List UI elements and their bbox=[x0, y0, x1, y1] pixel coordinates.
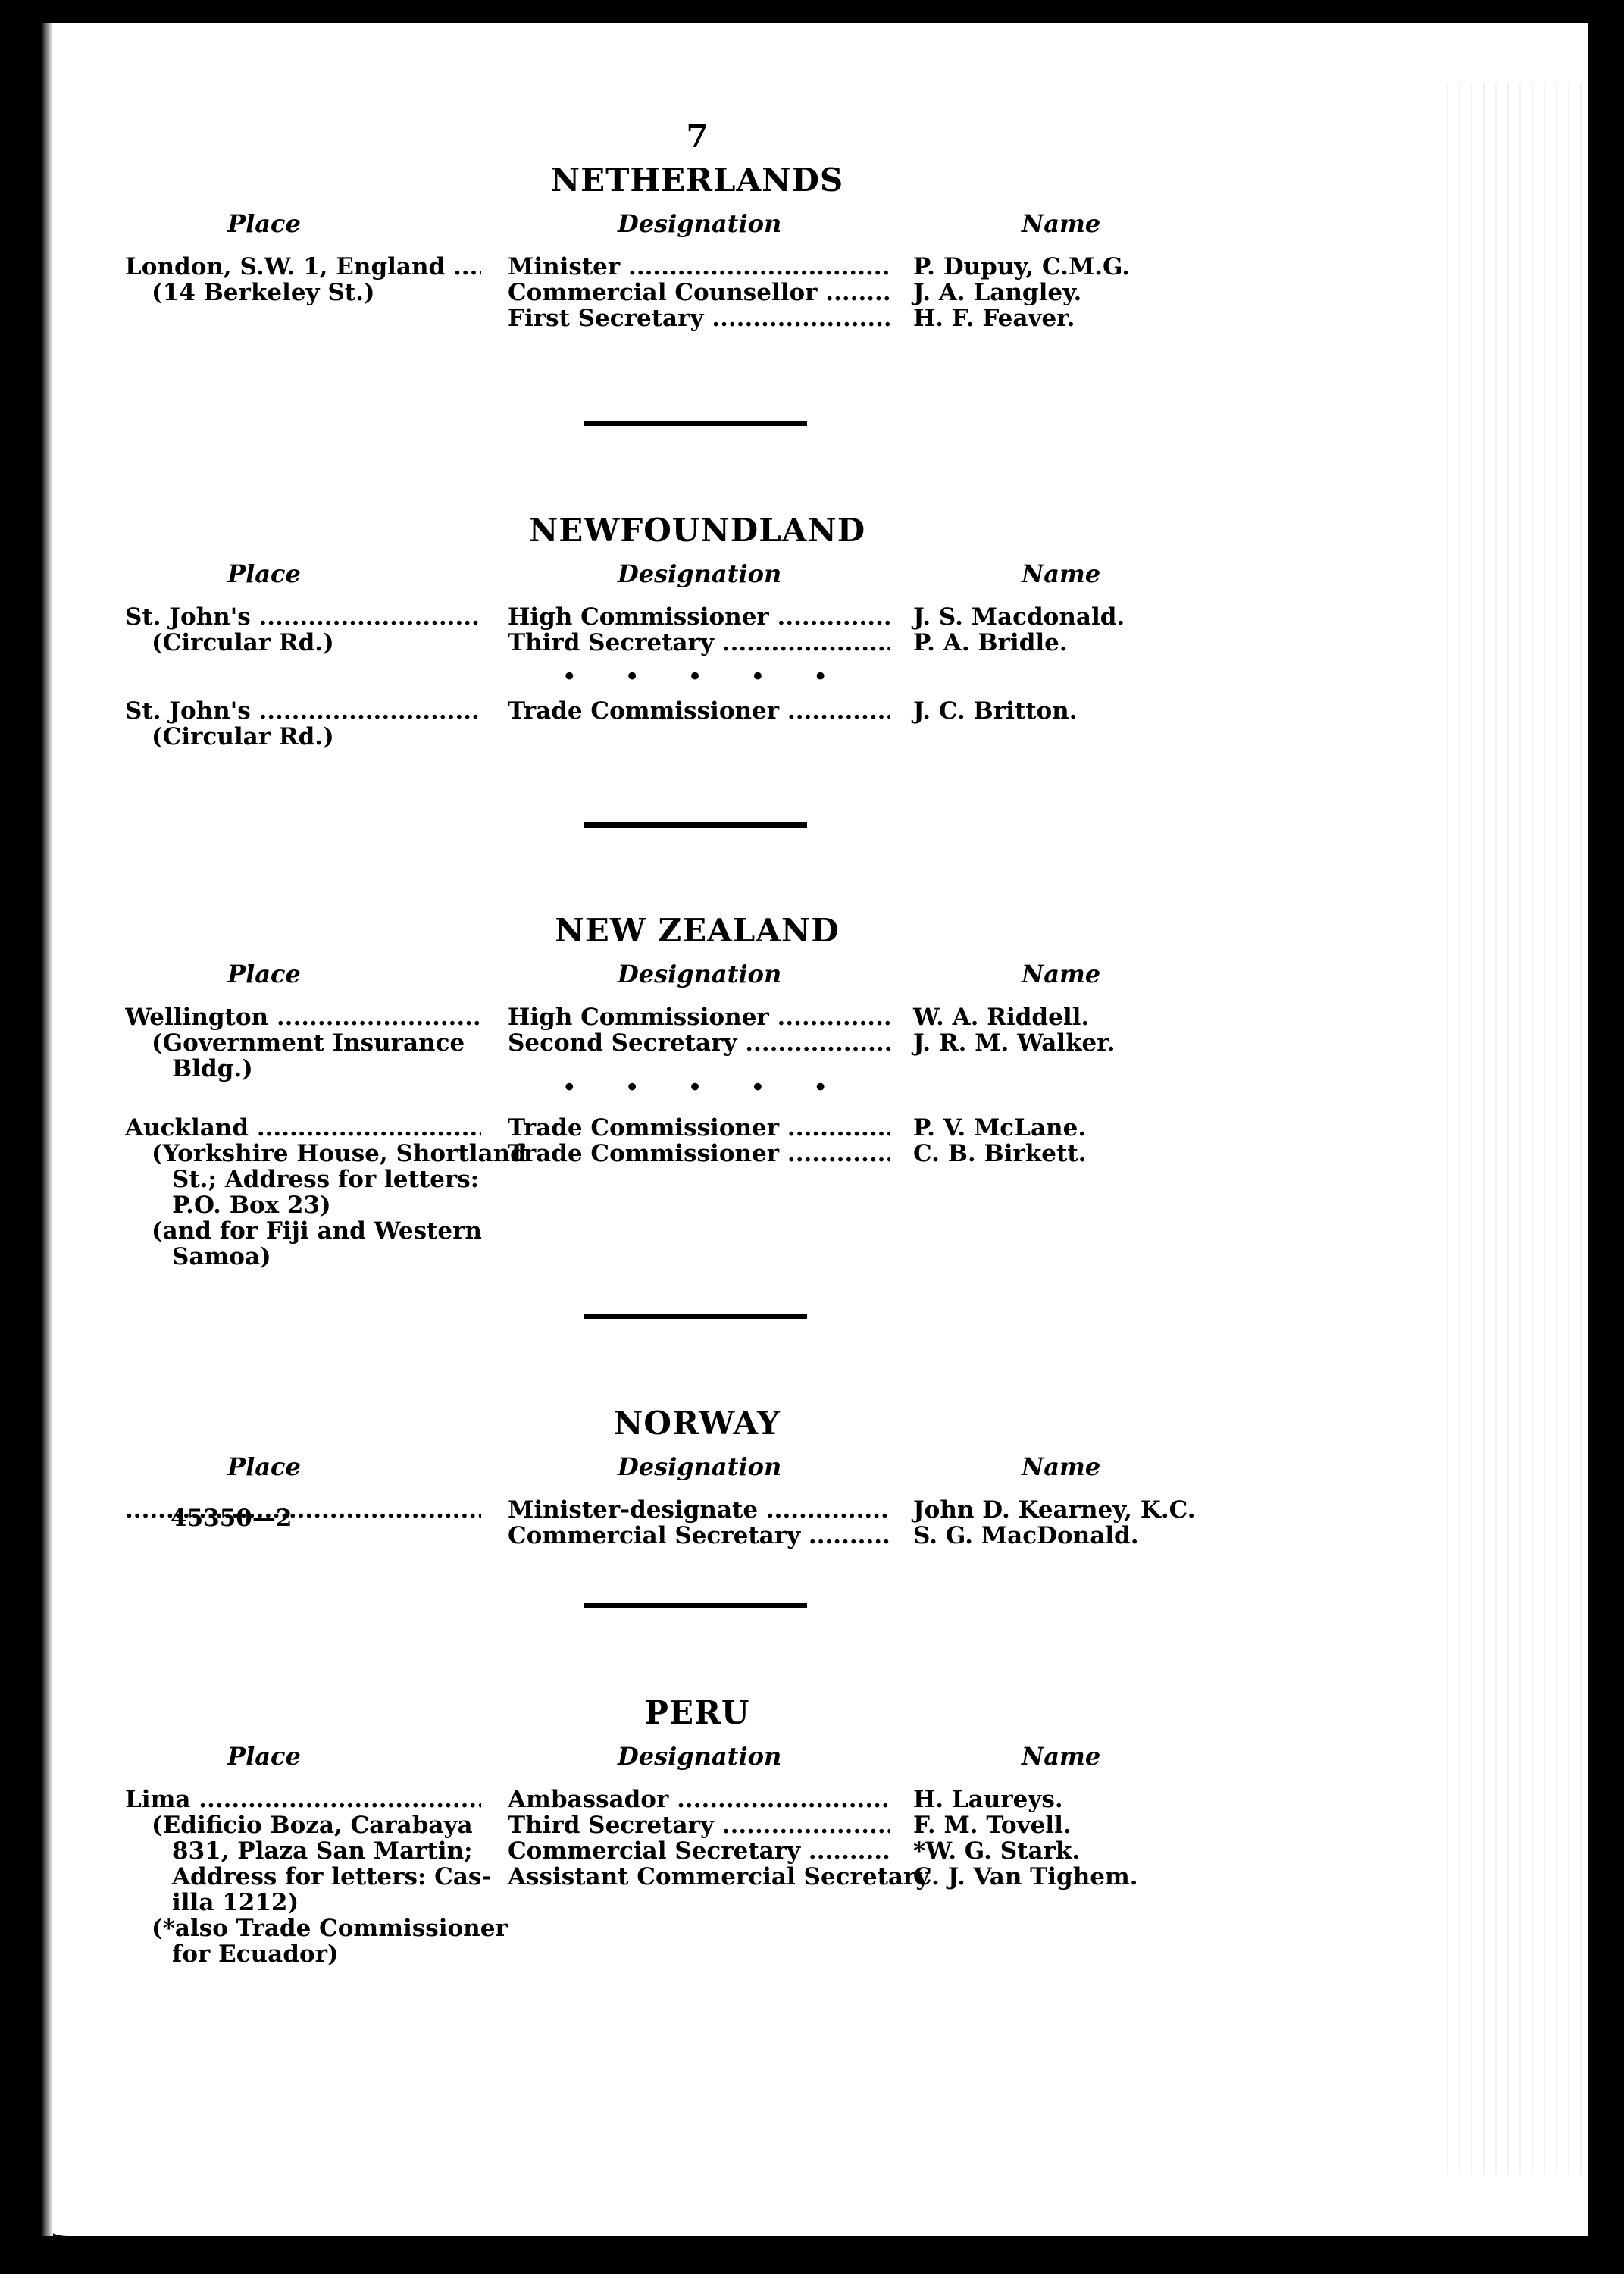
place-cell: St. John's ..... bbox=[125, 698, 481, 724]
header-designation: Designation bbox=[618, 1452, 782, 1481]
name-cell: F. M. Tovell. bbox=[913, 1812, 1072, 1839]
table-row bbox=[23, 254, 1372, 280]
table-row bbox=[23, 724, 1372, 750]
table-row bbox=[23, 1890, 1372, 1915]
section-netherlands bbox=[23, 158, 1372, 331]
designation-cell: Commercial Secretary ..... bbox=[508, 1838, 890, 1864]
designation-cell: Commercial Secretary ..... bbox=[508, 1523, 890, 1549]
name-cell: H. F. Feaver. bbox=[913, 305, 1075, 332]
header-designation: Designation bbox=[618, 559, 782, 588]
name-cell: S. G. MacDonald. bbox=[913, 1522, 1139, 1549]
name-cell: C. J. Van Tighem. bbox=[913, 1863, 1138, 1890]
name-cell: J. R. M. Walker. bbox=[913, 1029, 1116, 1057]
table-row bbox=[23, 280, 1372, 305]
place-cell: London, S.W. 1, England ..... bbox=[125, 254, 481, 280]
header-name: Name bbox=[1022, 209, 1101, 238]
designation-cell: Third Secretary ..... bbox=[508, 1812, 890, 1838]
place-cell: Lima ..... bbox=[125, 1787, 481, 1812]
name-cell: J. S. Macdonald. bbox=[913, 603, 1125, 631]
place-cell: St. John's ..... bbox=[125, 604, 481, 630]
header-designation: Designation bbox=[618, 960, 782, 988]
name-cell: John D. Kearney, K.C. bbox=[913, 1496, 1196, 1524]
designation-cell: High Commissioner ..... bbox=[508, 604, 890, 630]
header-name: Name bbox=[1022, 1452, 1101, 1481]
header-place: Place bbox=[227, 209, 301, 238]
designation-cell: First Secretary ..... bbox=[508, 305, 890, 331]
table-row bbox=[23, 1192, 1372, 1218]
place-cell: Bldg.) bbox=[172, 1055, 253, 1082]
place-cell: (Circular Rd.) bbox=[152, 629, 334, 656]
table-row bbox=[23, 1218, 1372, 1244]
place-cell: 831, Plaza San Martin; bbox=[172, 1837, 473, 1865]
place-cell: (and for Fiji and Western bbox=[152, 1217, 482, 1245]
table-row bbox=[23, 1030, 1372, 1056]
table-row bbox=[23, 1244, 1372, 1270]
section-divider bbox=[584, 1603, 807, 1608]
name-cell: P. Dupuy, C.M.G. bbox=[913, 253, 1131, 280]
table-row bbox=[23, 604, 1372, 630]
place-cell: illa 1212) bbox=[172, 1889, 299, 1916]
name-cell: P. A. Bridle. bbox=[913, 629, 1068, 656]
place-cell: P.O. Box 23) bbox=[172, 1192, 331, 1219]
table-row bbox=[23, 1787, 1372, 1812]
header-designation: Designation bbox=[618, 1742, 782, 1771]
column-headers bbox=[23, 954, 1372, 995]
header-place: Place bbox=[227, 960, 301, 988]
table-row bbox=[23, 1004, 1372, 1030]
place-cell: Auckland ..... bbox=[125, 1115, 481, 1141]
place-cell: (14 Berkeley St.) bbox=[152, 279, 375, 306]
column-headers bbox=[23, 1736, 1372, 1778]
section-title: NEWFOUNDLAND bbox=[528, 512, 866, 549]
table-row bbox=[23, 1864, 1372, 1890]
designation-cell: High Commissioner ..... bbox=[508, 1004, 890, 1030]
page-edges bbox=[1436, 83, 1588, 2175]
place-cell: St.; Address for letters: bbox=[172, 1166, 480, 1193]
table-row bbox=[23, 1915, 1372, 1941]
header-place: Place bbox=[227, 1452, 301, 1481]
section-new-zealand bbox=[23, 908, 1372, 1270]
table-row bbox=[23, 305, 1372, 331]
header-name: Name bbox=[1022, 960, 1101, 988]
header-place: Place bbox=[227, 559, 301, 588]
place-cell: (Government Insurance bbox=[152, 1029, 465, 1057]
place-cell: (*also Trade Commissioner bbox=[152, 1915, 508, 1942]
name-cell: C. B. Birkett. bbox=[913, 1140, 1087, 1167]
column-headers bbox=[23, 203, 1372, 245]
place-cell: Wellington ..... bbox=[125, 1004, 481, 1030]
table-row bbox=[23, 698, 1372, 724]
section-title: NEW ZEALAND bbox=[555, 912, 840, 949]
name-cell: J. C. Britton. bbox=[913, 697, 1078, 725]
footer-code: 45350—2 bbox=[171, 1505, 293, 1532]
column-headers bbox=[23, 1446, 1372, 1488]
designation-cell: Trade Commissioner ..... bbox=[508, 1141, 890, 1167]
designation-cell: Ambassador ..... bbox=[508, 1787, 890, 1812]
designation-cell: Minister-designate ..... bbox=[508, 1497, 890, 1523]
section-title: PERU bbox=[644, 1694, 750, 1731]
table-row bbox=[23, 1167, 1372, 1192]
name-cell: *W. G. Stark. bbox=[913, 1837, 1081, 1865]
section-title: NETHERLANDS bbox=[550, 161, 844, 199]
name-cell: P. V. McLane. bbox=[913, 1114, 1087, 1142]
section-divider bbox=[584, 822, 807, 828]
place-cell: (Edificio Boza, Carabaya bbox=[152, 1812, 473, 1839]
designation-cell: Trade Commissioner ..... bbox=[508, 1115, 890, 1141]
place-cell: for Ecuador) bbox=[172, 1940, 339, 1968]
page-number: 7 bbox=[686, 117, 709, 155]
section-divider bbox=[584, 421, 807, 426]
place-cell: Address for letters: Cas- bbox=[172, 1863, 492, 1890]
place-cell: (Circular Rd.) bbox=[152, 723, 334, 750]
designation-cell: Commercial Counsellor ..... bbox=[508, 280, 890, 305]
column-headers bbox=[23, 553, 1372, 595]
dot-separator: • • • • • bbox=[562, 1073, 848, 1103]
header-designation: Designation bbox=[618, 209, 782, 238]
section-peru bbox=[23, 1690, 1372, 1967]
header-place: Place bbox=[227, 1742, 301, 1771]
designation-cell: Minister ..... bbox=[508, 254, 890, 280]
table-row bbox=[23, 1141, 1372, 1167]
table-row bbox=[23, 1941, 1372, 1967]
place-cell: Samoa) bbox=[172, 1243, 271, 1270]
dot-separator: • • • • • bbox=[562, 662, 848, 692]
table-row bbox=[23, 1838, 1372, 1864]
section-newfoundland bbox=[23, 508, 1372, 750]
designation-cell: Second Secretary ..... bbox=[508, 1030, 890, 1056]
designation-cell: Assistant Commercial Secretary bbox=[508, 1863, 930, 1890]
table-row bbox=[23, 1812, 1372, 1838]
place-cell: (Yorkshire House, Shortland bbox=[152, 1140, 527, 1167]
designation-cell: Third Secretary ..... bbox=[508, 630, 890, 656]
name-cell: H. Laureys. bbox=[913, 1786, 1063, 1813]
header-name: Name bbox=[1022, 1742, 1101, 1771]
designation-cell: Trade Commissioner ..... bbox=[508, 698, 890, 724]
table-row bbox=[23, 630, 1372, 656]
header-name: Name bbox=[1022, 559, 1101, 588]
section-divider bbox=[584, 1314, 807, 1319]
table-row bbox=[23, 1115, 1372, 1141]
document-page bbox=[23, 23, 1588, 2236]
name-cell: J. A. Langley. bbox=[913, 279, 1082, 306]
section-title: NORWAY bbox=[614, 1405, 781, 1442]
name-cell: W. A. Riddell. bbox=[913, 1004, 1090, 1031]
